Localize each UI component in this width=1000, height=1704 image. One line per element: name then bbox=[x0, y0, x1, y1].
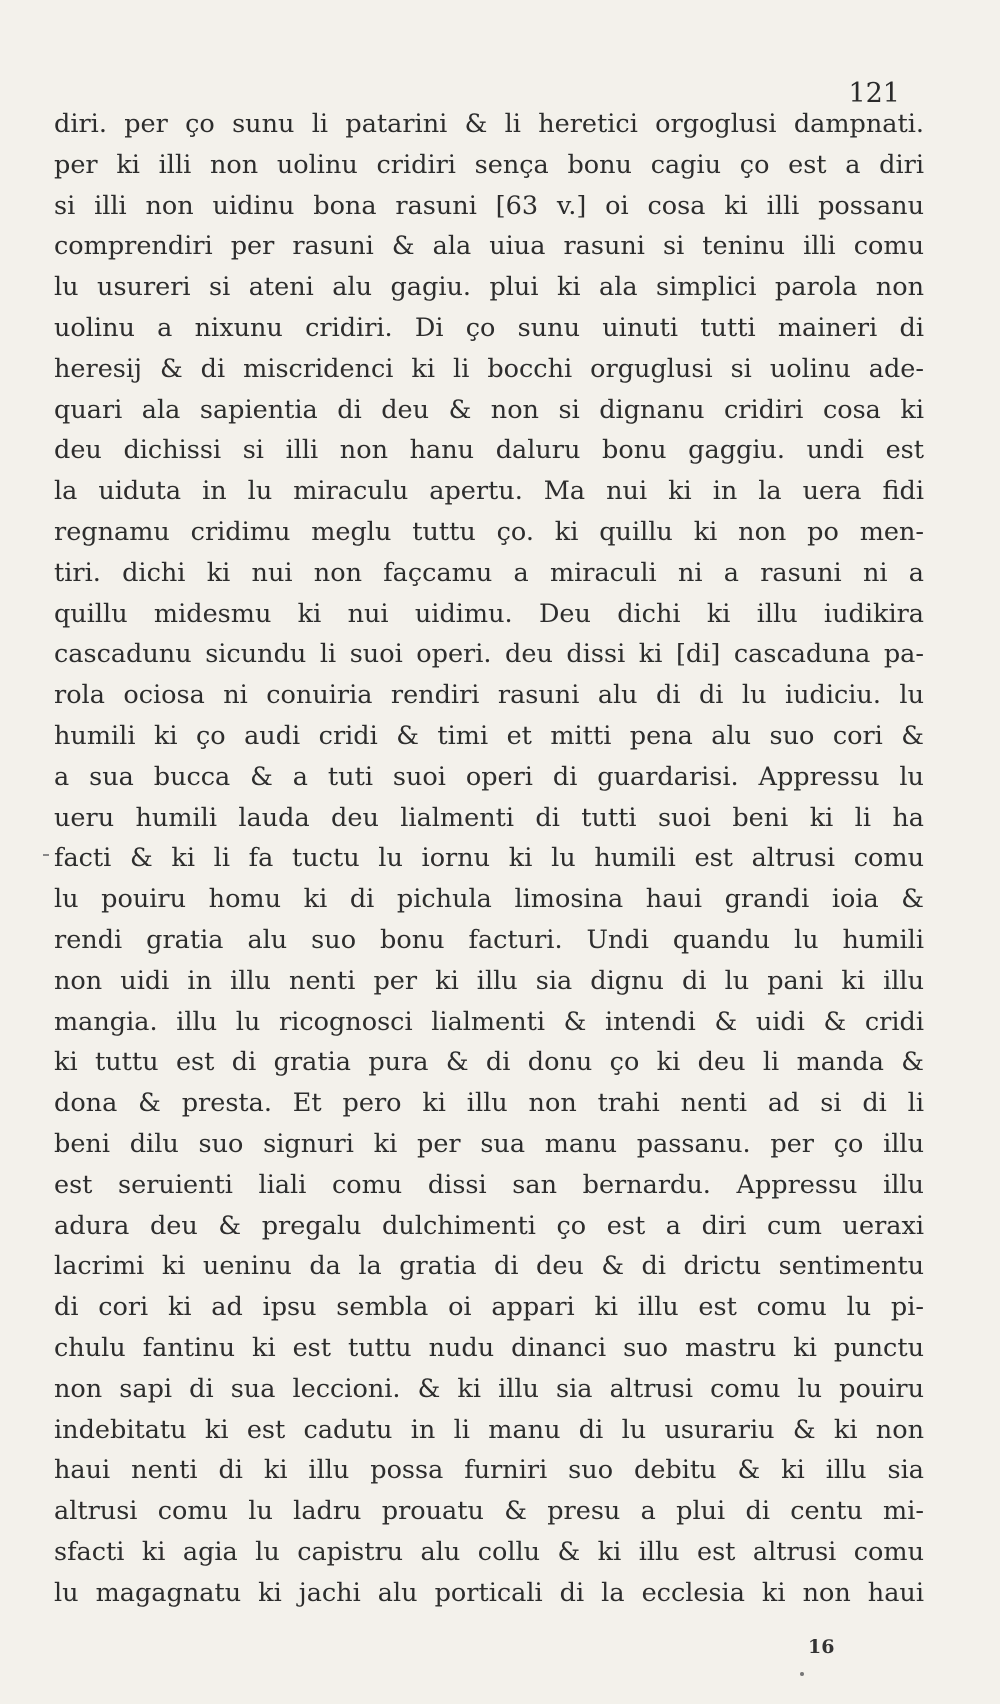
text-line: quari ala sapientia di deu & non si dignanu cridiri cosa ki bbox=[54, 394, 924, 425]
paper-speck bbox=[800, 1672, 804, 1676]
text-line: lu magagnatu ki jachi alu porticali di la ecclesia ki non haui bbox=[54, 1577, 924, 1608]
text-line: sfacti ki agia lu capistru alu collu & ki illu est altrusi comu bbox=[54, 1536, 924, 1567]
text-line: deu dichissi si illi non hanu daluru bonu gaggiu. undi est bbox=[54, 435, 924, 466]
signature-mark: 16 bbox=[808, 1636, 835, 1658]
text-line: uolinu a nixunu cridiri. Di ço sunu uinuti tutti maineri di bbox=[54, 312, 924, 343]
paper-speck bbox=[43, 854, 49, 856]
text-line: a sua bucca & a tuti suoi operi di guardarisi. Appressu lu bbox=[54, 761, 924, 792]
text-line: humili ki ço audi cridi & timi et mitti pena alu suo cori & bbox=[54, 720, 924, 751]
text-line: non sapi di sua leccioni. & ki illu sia altrusi comu lu pouiru bbox=[54, 1373, 924, 1404]
text-line: la uiduta in lu miraculu apertu. Ma nui ki in la uera fidi bbox=[54, 476, 924, 507]
text-line: rola ociosa ni conuiria rendiri rasuni alu di di lu iudiciu. lu bbox=[54, 680, 924, 711]
text-line: quillu midesmu ki nui uidimu. Deu dichi ki illu iudikira bbox=[54, 598, 924, 629]
text-line: cascadunu sicundu li suoi operi. deu dissi ki [di] cascaduna pa- bbox=[54, 639, 924, 670]
text-line: beni dilu suo signuri ki per sua manu passanu. per ço illu bbox=[54, 1128, 924, 1159]
text-line: heresij & di miscridenci ki li bocchi orguglusi si uolinu ade- bbox=[54, 353, 924, 384]
text-line: lu pouiru homu ki di pichula limosina haui grandi ioia & bbox=[54, 884, 924, 915]
text-line: diri. per ço sunu li patarini & li heretici orgoglusi dampnati. bbox=[54, 109, 924, 139]
body-text bbox=[54, 104, 924, 1613]
text-line: haui nenti di ki illu possa furniri suo debitu & ki illu sia bbox=[54, 1455, 924, 1486]
text-line: ueru humili lauda deu lialmenti di tutti suoi beni ki li ha bbox=[54, 802, 924, 833]
text-line: mangia. illu lu ricognosci lialmenti & intendi & uidi & cridi bbox=[54, 1006, 924, 1037]
text-line: si illi non uidinu bona rasuni [63 v.] oi cosa ki illi possanu bbox=[54, 190, 924, 221]
text-line: non uidi in illu nenti per ki illu sia dignu di lu pani ki illu bbox=[54, 965, 924, 996]
text-line: dona & presta. Et pero ki illu non trahi nenti ad si di li bbox=[54, 1088, 924, 1119]
text-line: rendi gratia alu suo bonu facturi. Undi quandu lu humili bbox=[54, 924, 924, 955]
text-line: ki tuttu est di gratia pura & di donu ço ki deu li manda & bbox=[54, 1047, 924, 1078]
text-line: chulu fantinu ki est tuttu nudu dinanci suo mastru ki punctu bbox=[54, 1332, 924, 1363]
text-line: regnamu cridimu meglu tuttu ço. ki quillu ki non po men- bbox=[54, 516, 924, 547]
text-line: tiri. dichi ki nui non façcamu a miraculi ni a rasuni ni a bbox=[54, 557, 924, 588]
text-line: indebitatu ki est cadutu in li manu di lu usurariu & ki non bbox=[54, 1414, 924, 1445]
text-line: facti & ki li fa tuctu lu iornu ki lu humili est altrusi comu bbox=[54, 843, 924, 874]
text-line: di cori ki ad ipsu sembla oi appari ki illu est comu lu pi- bbox=[54, 1292, 924, 1323]
text-line: comprendiri per rasuni & ala uiua rasuni si teninu illi comu bbox=[54, 231, 924, 262]
text-line: est seruienti liali comu dissi san bernardu. Appressu illu bbox=[54, 1169, 924, 1200]
text-line: lacrimi ki ueninu da la gratia di deu & di drictu sentimentu bbox=[54, 1251, 924, 1282]
page-number: 121 bbox=[848, 78, 900, 109]
text-line: altrusi comu lu ladru prouatu & presu a plui di centu mi- bbox=[54, 1496, 924, 1527]
text-line: lu usureri si ateni alu gagiu. plui ki ala simplici parola non bbox=[54, 272, 924, 303]
text-line: adura deu & pregalu dulchimenti ço est a diri cum ueraxi bbox=[54, 1210, 924, 1241]
text-line: per ki illi non uolinu cridiri sença bonu cagiu ço est a diri bbox=[54, 149, 924, 180]
